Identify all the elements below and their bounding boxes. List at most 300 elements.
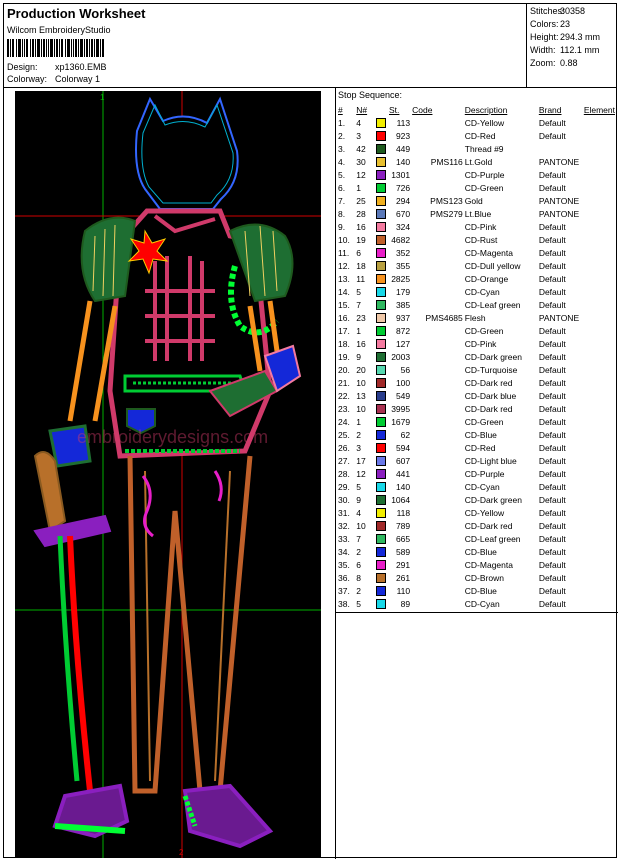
row-brand: Default (538, 507, 566, 518)
table-row (337, 402, 616, 415)
swatch-cell (375, 272, 388, 285)
table-row (337, 220, 616, 233)
table-row (337, 389, 616, 402)
row-code: PMS123 (430, 195, 463, 206)
row-description: CD-Brown (464, 572, 504, 583)
row-element (583, 363, 616, 376)
table-row (337, 532, 616, 545)
row-element (583, 272, 616, 285)
color-swatch (376, 209, 386, 219)
row-stitches: 113 (396, 117, 411, 128)
row-stitches: 127 (395, 338, 411, 349)
colorway-value: Colorway 1 (55, 74, 101, 84)
row-stitches: 594 (395, 442, 411, 453)
swatch-cell (375, 480, 388, 493)
row-element (583, 480, 616, 493)
color-swatch (376, 170, 386, 180)
row-brand: Default (538, 260, 566, 271)
guide-marker-top: 1 (100, 93, 105, 102)
swatch-cell (375, 363, 388, 376)
row-seq: 28. (338, 468, 350, 479)
row-description: CD-Blue (464, 585, 497, 596)
row-seq: 16. (338, 312, 350, 323)
swatch-cell (375, 597, 388, 610)
row-brand: Default (538, 533, 566, 544)
row-brand: Default (538, 546, 566, 557)
row-seq: 37. (338, 585, 350, 596)
color-swatch (376, 586, 386, 596)
row-needle: 3 (356, 442, 361, 453)
table-row (337, 376, 616, 389)
row-description: CD-Cyan (464, 286, 500, 297)
row-code (411, 480, 464, 493)
row-needle: 2 (356, 585, 361, 596)
row-element (583, 519, 616, 532)
table-row (337, 571, 616, 584)
row-seq: 23. (338, 403, 350, 414)
color-swatch (376, 313, 386, 323)
row-seq: 19. (338, 351, 350, 362)
color-swatch (376, 430, 386, 440)
row-description: Gold (464, 195, 483, 206)
color-swatch (376, 417, 386, 427)
table-row (337, 480, 616, 493)
row-code (411, 402, 464, 415)
stat-value: 30358 (560, 6, 586, 16)
row-brand: Default (538, 286, 566, 297)
row-code (411, 467, 464, 480)
row-brand: Default (538, 403, 566, 414)
row-needle: 12 (356, 169, 366, 180)
row-stitches: 937 (395, 312, 411, 323)
row-needle: 23 (356, 312, 366, 323)
row-brand: Default (538, 234, 566, 245)
header-info (4, 4, 527, 88)
row-seq: 25. (338, 429, 350, 440)
row-seq: 4. (338, 156, 346, 167)
color-swatch (376, 469, 386, 479)
row-seq: 12. (338, 260, 350, 271)
software-name: Wilcom EmbroideryStudio (7, 25, 111, 35)
table-row (337, 259, 616, 272)
row-description: CD-Pink (464, 221, 497, 232)
row-stitches: 726 (395, 182, 411, 193)
stat-value: 0.88 (560, 58, 578, 68)
row-stitches: 261 (395, 572, 411, 583)
color-swatch (376, 404, 386, 414)
row-code (411, 181, 464, 194)
row-element (583, 298, 616, 311)
swatch-cell (375, 324, 388, 337)
row-needle: 17 (356, 455, 366, 466)
row-stitches: 355 (395, 260, 411, 271)
swatch-cell (375, 337, 388, 350)
row-seq: 26. (338, 442, 350, 453)
color-swatch (376, 378, 386, 388)
stop-sequence-title: Stop Sequence: (338, 90, 403, 100)
row-seq: 24. (338, 416, 350, 427)
table-row (337, 129, 616, 142)
row-seq: 15. (338, 299, 350, 310)
swatch-cell (375, 571, 388, 584)
row-code (411, 350, 464, 363)
swatch-cell (375, 194, 388, 207)
row-code (411, 428, 464, 441)
row-needle: 16 (356, 338, 366, 349)
color-swatch (376, 157, 386, 167)
stat-colors (530, 19, 571, 29)
row-stitches: 140 (395, 156, 411, 167)
row-needle: 28 (356, 208, 366, 219)
table-row (337, 194, 616, 207)
row-brand: Default (538, 598, 566, 609)
row-code (411, 272, 464, 285)
page-title: Production Worksheet (7, 6, 146, 21)
swatch-cell (375, 259, 388, 272)
row-description: CD-Leaf green (464, 299, 521, 310)
row-brand: Default (538, 182, 566, 193)
row-needle: 42 (356, 143, 366, 154)
row-stitches: 670 (395, 208, 411, 219)
row-seq: 10. (338, 234, 350, 245)
row-description: Thread #9 (464, 143, 504, 154)
swatch-cell (375, 285, 388, 298)
row-needle: 9 (356, 351, 361, 362)
stat-label: Zoom: (530, 58, 556, 68)
row-code (411, 337, 464, 350)
row-needle: 1 (356, 416, 361, 427)
row-needle: 3 (356, 130, 361, 141)
row-element (583, 532, 616, 545)
row-stitches: 352 (395, 247, 411, 258)
row-description: CD-Purple (464, 169, 505, 180)
swatch-cell (375, 402, 388, 415)
row-code (411, 571, 464, 584)
row-needle: 6 (356, 559, 361, 570)
watermark-text: embroiderydesigns.com (77, 427, 269, 447)
row-needle: 4 (356, 507, 361, 518)
table-row (337, 454, 616, 467)
row-needle: 5 (356, 286, 361, 297)
row-element (583, 545, 616, 558)
table-row (337, 597, 616, 610)
table-row (337, 506, 616, 519)
row-brand: Default (538, 559, 566, 570)
color-swatch (376, 248, 386, 258)
row-element (583, 389, 616, 402)
row-seq: 8. (338, 208, 346, 219)
row-description: CD-Leaf green (464, 533, 521, 544)
row-description: CD-Cyan (464, 481, 500, 492)
color-swatch (376, 391, 386, 401)
color-swatch (376, 261, 386, 271)
stat-value: 112.1 mm (560, 45, 600, 55)
row-element (583, 597, 616, 610)
stop-sequence-panel (335, 88, 618, 613)
row-brand: Default (538, 377, 566, 388)
row-needle: 30 (356, 156, 366, 167)
row-needle: 25 (356, 195, 366, 206)
header-stats (527, 4, 616, 88)
row-brand: Default (538, 273, 566, 284)
row-stitches: 549 (395, 390, 411, 401)
color-swatch (376, 573, 386, 583)
col-header-swatch (375, 104, 388, 116)
row-brand (538, 142, 583, 155)
row-stitches: 1301 (391, 169, 411, 180)
row-stitches: 441 (395, 468, 411, 479)
color-swatch (376, 456, 386, 466)
row-stitches: 872 (395, 325, 411, 336)
row-brand: Default (538, 468, 566, 479)
row-seq: 20. (338, 364, 350, 375)
table-row (337, 272, 616, 285)
row-description: CD-Blue (464, 546, 497, 557)
row-stitches: 449 (395, 143, 411, 154)
row-brand: Default (538, 299, 566, 310)
table-row (337, 116, 616, 129)
color-swatch (376, 196, 386, 206)
swatch-cell (375, 220, 388, 233)
row-code (411, 441, 464, 454)
row-needle: 10 (356, 377, 366, 388)
color-swatch (376, 599, 386, 609)
row-description: CD-Dark red (464, 403, 513, 414)
row-code (411, 168, 464, 181)
row-element (583, 415, 616, 428)
swatch-cell (375, 519, 388, 532)
row-brand: PANTONE (538, 156, 580, 167)
row-description: CD-Dark red (464, 520, 513, 531)
row-code (411, 142, 464, 155)
swatch-cell (375, 389, 388, 402)
swatch-cell (375, 493, 388, 506)
design-preview (15, 91, 321, 858)
color-swatch (376, 521, 386, 531)
row-element (583, 454, 616, 467)
swatch-cell (375, 376, 388, 389)
row-seq: 27. (338, 455, 350, 466)
swatch-cell (375, 428, 388, 441)
empty-panel (335, 613, 618, 859)
row-description: CD-Magenta (464, 559, 513, 570)
row-element (583, 350, 616, 363)
row-needle: 5 (356, 598, 361, 609)
row-element (583, 467, 616, 480)
table-row (337, 350, 616, 363)
row-code (411, 506, 464, 519)
table-row (337, 493, 616, 506)
stat-label: Height: (530, 32, 559, 42)
row-description: CD-Dark red (464, 377, 513, 388)
row-description: CD-Green (464, 325, 504, 336)
worksheet-sheet (3, 3, 617, 858)
row-seq: 36. (338, 572, 350, 583)
stat-label: Stitches: (530, 6, 565, 16)
row-code: PMS4685 (425, 312, 463, 323)
row-code (411, 259, 464, 272)
row-code (411, 285, 464, 298)
table-row (337, 441, 616, 454)
row-brand: Default (538, 455, 566, 466)
row-brand: Default (538, 416, 566, 427)
row-code (411, 220, 464, 233)
row-needle: 7 (356, 533, 361, 544)
row-element (583, 337, 616, 350)
row-code (411, 545, 464, 558)
swatch-cell (375, 350, 388, 363)
row-stitches: 62 (400, 429, 411, 440)
row-element (583, 220, 616, 233)
row-stitches: 607 (395, 455, 411, 466)
row-brand: Default (538, 364, 566, 375)
stat-height (530, 32, 601, 42)
stat-width (530, 45, 600, 55)
row-brand: Default (538, 572, 566, 583)
color-swatch (376, 235, 386, 245)
row-needle: 1 (356, 325, 361, 336)
row-seq: 14. (338, 286, 350, 297)
table-row (337, 415, 616, 428)
row-stitches: 179 (395, 286, 411, 297)
swatch-cell (375, 207, 388, 220)
row-description: CD-Magenta (464, 247, 513, 258)
row-description: CD-Light blue (464, 455, 517, 466)
table-row (337, 233, 616, 246)
row-seq: 35. (338, 559, 350, 570)
row-element (583, 493, 616, 506)
row-element (583, 558, 616, 571)
row-seq: 21. (338, 377, 350, 388)
row-brand: Default (538, 169, 566, 180)
row-needle: 10 (356, 403, 366, 414)
color-swatch (376, 118, 386, 128)
row-element (583, 311, 616, 324)
row-brand: Default (538, 351, 566, 362)
stop-sequence-rows (337, 116, 616, 610)
row-brand: PANTONE (538, 195, 580, 206)
row-element (583, 584, 616, 597)
table-header-row (337, 104, 616, 116)
color-swatch (376, 560, 386, 570)
color-swatch (376, 183, 386, 193)
color-swatch (376, 352, 386, 362)
row-stitches: 291 (395, 559, 411, 570)
col-header-code: Code (412, 105, 433, 115)
table-row (337, 467, 616, 480)
stat-zoom (530, 58, 578, 68)
row-code (411, 129, 464, 142)
swatch-cell (375, 532, 388, 545)
col-header-needle: N# (356, 105, 368, 115)
row-seq: 31. (338, 507, 350, 518)
swatch-cell (375, 311, 388, 324)
color-swatch (376, 222, 386, 232)
row-code (411, 363, 464, 376)
row-stitches: 2003 (391, 351, 411, 362)
row-brand: Default (538, 520, 566, 531)
row-code (411, 493, 464, 506)
col-header-brand: Brand (538, 105, 562, 115)
row-seq: 18. (338, 338, 350, 349)
table-row (337, 168, 616, 181)
row-element (583, 402, 616, 415)
color-swatch (376, 144, 386, 154)
row-seq: 30. (338, 494, 350, 505)
row-seq: 6. (338, 182, 346, 193)
row-code (411, 298, 464, 311)
swatch-cell (375, 467, 388, 480)
stat-value: 23 (560, 19, 571, 29)
row-stitches: 100 (395, 377, 411, 388)
row-seq: 34. (338, 546, 350, 557)
row-description: CD-Dull yellow (464, 260, 521, 271)
row-element (583, 506, 616, 519)
swatch-cell (375, 181, 388, 194)
color-swatch (376, 534, 386, 544)
row-stitches: 1679 (391, 416, 411, 427)
colorway-label: Colorway: (7, 74, 48, 84)
row-code (411, 233, 464, 246)
row-code (411, 519, 464, 532)
row-element (583, 129, 616, 142)
swatch-cell (375, 233, 388, 246)
design-label: Design: (7, 62, 38, 72)
col-header-stitches: St. (389, 105, 400, 115)
row-stitches: 589 (395, 546, 411, 557)
row-brand: Default (538, 221, 566, 232)
row-seq: 29. (338, 481, 350, 492)
row-element (583, 207, 616, 220)
row-brand: Default (538, 247, 566, 258)
row-description: CD-Dark green (464, 494, 522, 505)
swatch-cell (375, 168, 388, 181)
row-description: CD-Purple (464, 468, 505, 479)
row-description: Lt.Blue (464, 208, 492, 219)
stat-value: 294.3 mm (560, 32, 601, 42)
row-description: CD-Green (464, 416, 504, 427)
row-needle: 7 (356, 299, 361, 310)
row-description: CD-Dark blue (464, 390, 517, 401)
row-code (411, 532, 464, 545)
color-swatch (376, 326, 386, 336)
swatch-cell (375, 454, 388, 467)
row-stitches: 1064 (391, 494, 411, 505)
swatch-cell (375, 545, 388, 558)
col-header-description: Description (464, 105, 508, 115)
row-element (583, 155, 616, 168)
swatch-cell (375, 506, 388, 519)
row-needle: 8 (356, 572, 361, 583)
color-swatch (376, 508, 386, 518)
row-description: CD-Cyan (464, 598, 500, 609)
row-element (583, 142, 616, 155)
row-description: CD-Green (464, 182, 504, 193)
swatch-cell (375, 584, 388, 597)
row-element (583, 376, 616, 389)
row-code (411, 389, 464, 402)
color-swatch (376, 443, 386, 453)
row-description: Lt.Gold (464, 156, 493, 167)
row-element (583, 246, 616, 259)
row-description: CD-Yellow (464, 507, 505, 518)
table-row (337, 545, 616, 558)
stat-label: Colors: (530, 19, 559, 29)
row-stitches: 3995 (391, 403, 411, 414)
swatch-cell (375, 116, 388, 129)
row-element (583, 233, 616, 246)
row-needle: 18 (356, 260, 366, 271)
